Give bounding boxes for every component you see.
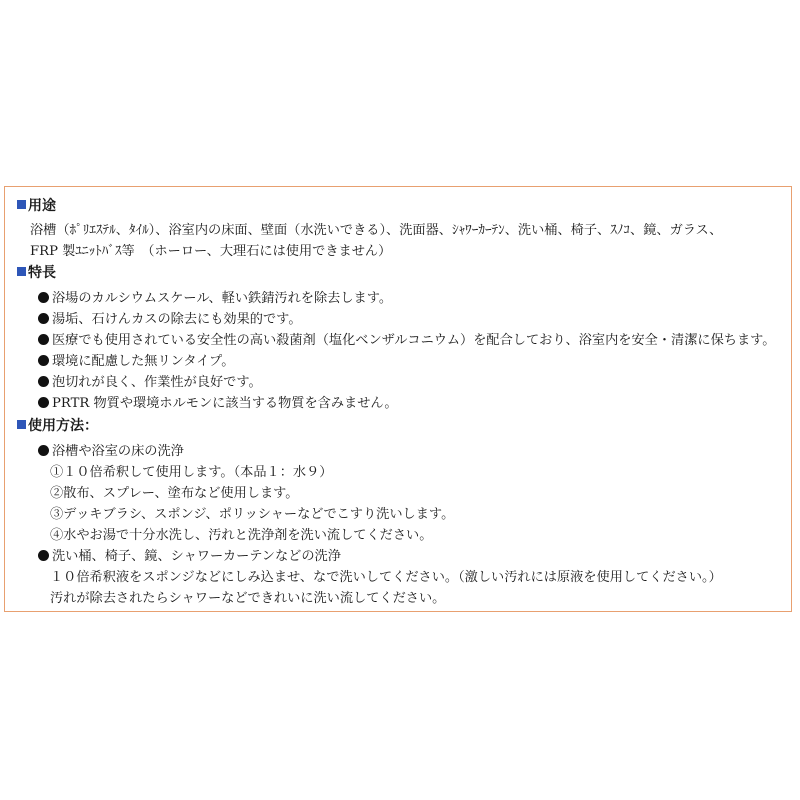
directions-items-title-text: 洗い桶、椅子、鏡、シャワーカーテンなどの洗浄	[52, 549, 341, 564]
directions-step: ③デッキブラシ、スポンジ、ポリッシャーなどでこすり洗いします。	[50, 507, 455, 522]
directions-step: ④水やお湯で十分水洗し、汚れと洗浄剤を洗い流してください。	[50, 528, 433, 543]
feature-text: 泡切れが良く、作業性が良好です。	[52, 375, 262, 390]
feature-item	[38, 374, 262, 392]
feature-text: 環境に配慮した無リンタイプ。	[52, 354, 235, 369]
bullet-icon	[38, 550, 49, 561]
usage-line-2: FRP 製ﾕﾆｯﾄﾊﾞｽ等 （ホーロー、大理石には使用できません）	[30, 244, 392, 259]
feature-item	[38, 395, 398, 413]
bullet-icon	[38, 397, 49, 408]
heading-square-icon	[17, 200, 26, 209]
feature-text: 医療でも使用されている安全性の高い殺菌剤（塩化ベンザルコニウム）を配合しており、浴室内を安全・清潔に保ちます。	[52, 333, 776, 348]
features-heading-text: 特長	[28, 265, 56, 281]
directions-items-line: 汚れが除去されたらシャワーなどできれいに洗い流してください。	[50, 591, 446, 606]
features-heading	[17, 264, 56, 282]
bullet-icon	[38, 313, 49, 324]
directions-bath-title-text: 浴槽や浴室の床の洗浄	[52, 444, 184, 459]
feature-text: PRTR 物質や環境ホルモンに該当する物質を含みません。	[52, 396, 398, 411]
bullet-icon	[38, 292, 49, 303]
feature-item	[38, 353, 234, 371]
bullet-icon	[38, 445, 49, 456]
directions-heading-text: 使用方法：	[28, 418, 98, 434]
directions-bath-title	[38, 443, 184, 461]
bullet-icon	[38, 376, 49, 387]
usage-heading	[17, 197, 56, 215]
feature-item	[38, 290, 392, 308]
usage-heading-text: 用途	[28, 198, 56, 214]
feature-item	[38, 311, 302, 329]
feature-item	[38, 332, 775, 350]
heading-square-icon	[17, 420, 26, 429]
directions-items-title	[38, 548, 341, 566]
usage-line-1: 浴槽（ﾎﾟﾘｴｽﾃﾙ、ﾀｲﾙ）、浴室内の床面、壁面（水洗いできる）、洗面器、ｼｬﾜｰｶｰﾃﾝ、洗い桶、椅子、ｽﾉｺ、鏡、ガラス、	[30, 223, 723, 238]
directions-heading	[17, 417, 98, 435]
feature-text: 浴場のカルシウムスケール、軽い鉄錆汚れを除去します。	[52, 291, 393, 306]
heading-square-icon	[17, 267, 26, 276]
directions-step: ①１０倍希釈して使用します。（本品１：水９）	[50, 465, 333, 480]
directions-step: ②散布、スプレー、塗布など使用します。	[50, 486, 299, 501]
bullet-icon	[38, 355, 49, 366]
directions-items-line: １０倍希釈液をスポンジなどにしみ込ませ、なで洗いしてください。（激しい汚れには原液を使用してください。）	[50, 570, 722, 585]
bullet-icon	[38, 334, 49, 345]
feature-text: 湯垢、石けんカスの除去にも効果的です。	[52, 312, 302, 327]
